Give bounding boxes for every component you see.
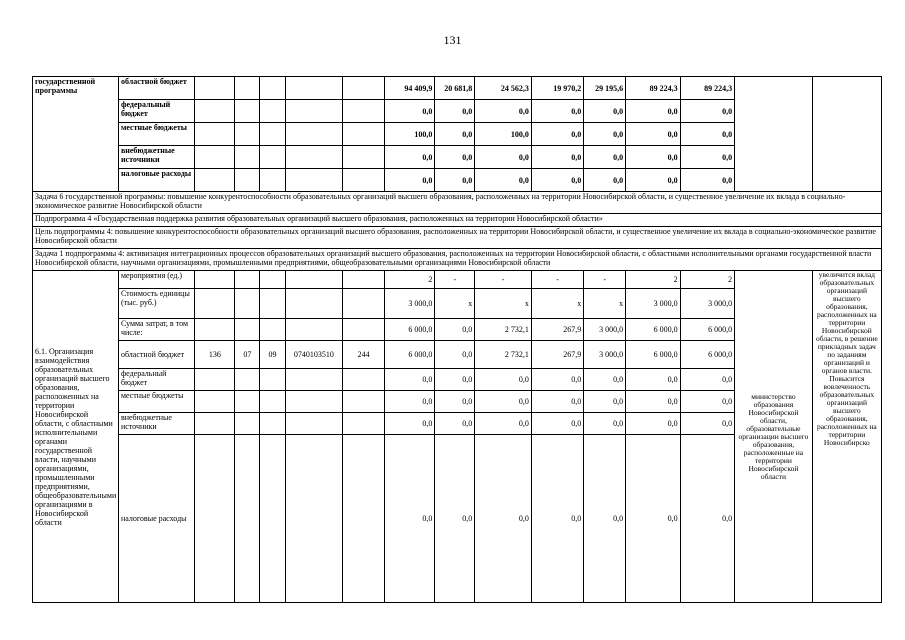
table-row: Сумма затрат, в том числе: 6 000,0 0,0 2 732,1 267,9 3 000,0 6 000,0 6 000,0	[33, 319, 882, 341]
rz-cell: 07	[235, 341, 260, 369]
table-row: федеральный бюджет 0,0 0,0 0,0 0,0 0,0 0,0 0,0	[33, 369, 882, 391]
subprogram-row	[33, 214, 882, 227]
page-number: 131	[443, 33, 462, 47]
subprogram-text: Подпрограмма 4 «Государственная поддержка развития образовательных организаций высшего образования, расположенных на территории Новосибирской области»	[33, 214, 882, 227]
program-table	[32, 76, 882, 603]
table-row: внебюджетные источники 0,0 0,0 0,0 0,0 0,0 0,0 0,0	[33, 413, 882, 435]
table-row: налоговые расходы 0,0 0,0 0,0 0,0 0,0 0,0 0,0	[33, 435, 882, 603]
table-row: государственной программы областной бюджет 94 409,9 20 681,8 24 562,3 19 970,2 29 195,6 89 224,3 89 224,3	[33, 77, 882, 100]
table-row: местные бюджеты 100,0 0,0 100,0 0,0 0,0 0,0 0,0	[33, 123, 882, 146]
program-name-cell: государственной программы	[33, 77, 119, 192]
table-row: областной бюджет 136 07 09 0740103510 244 6 000,0 0,0 2 732,1 267,9 3 000,0 6 000,0 6 000,0	[33, 341, 882, 369]
table-row: федеральный бюджет 0,0 0,0 0,0 0,0 0,0 0,0 0,0	[33, 100, 882, 123]
csr-cell: 0740103510	[285, 341, 343, 369]
table-row: 6.1. Организация взаимодействия образовательных организаций высшего образования, расположенных на территории Новосибирской области, с областными исполнительными органами государственной власти, научными организациями, промышленными предприятиями, общеобразовательными организациями в Новосибирской области мероприятия (ед.) 2 - - - - 2 2 министерство образования Новосибирской области, образовательные организации высшего образования, расположенные на территории Новосибирской области увеличится вклад образовательных организаций высшего образования, расположенных на территории Новосибирской области, в решение прикладных задач по заданиям организаций и органов власти. Повысится вовлеченность образовательных организаций высшего образования, расположенных на территории Новосибирско	[33, 271, 882, 289]
measure-name: 6.1. Организация взаимодействия образовательных организаций высшего образования, расположенных на территории Новосибирской области, с областными исполнительными органами государственной власти, научными организациями, промышленными предприятиями, общеобразовательными организациями в Новосибирской области	[33, 271, 119, 603]
vr-cell: 244	[343, 341, 385, 369]
table-row: налоговые расходы 0,0 0,0 0,0 0,0 0,0 0,0 0,0	[33, 169, 882, 192]
task6-row	[33, 192, 882, 214]
grbs-cell: 136	[195, 341, 235, 369]
executor-cell: министерство образования Новосибирской области, образовательные организации высшего образования, расположенные на территории Новосибирской области	[735, 271, 813, 603]
task1-row	[33, 249, 882, 271]
table-row: внебюджетные источники 0,0 0,0 0,0 0,0 0,0 0,0 0,0	[33, 146, 882, 169]
table-row: местные бюджеты 0,0 0,0 0,0 0,0 0,0 0,0 0,0	[33, 391, 882, 413]
pr-cell: 09	[260, 341, 285, 369]
goal-text: Цель подпрограммы 4: повышение конкурентоспособности образовательных организаций высшего образования, расположенных на территории Новосибирской области, и существенное увеличение их вклада в социально-экономическое развитие Новосибирской области	[33, 227, 882, 249]
task6-text: Задача 6 государственной программы: повышение конкурентоспособности образовательных организаций высшего образования, расположенных на территории Новосибирской области, и существенное увеличение их вклада в социально-экономическое развитие Новосибирской области	[33, 192, 882, 214]
goal-row	[33, 227, 882, 249]
result-cell: увеличится вклад образовательных организаций высшего образования, расположенных на территории Новосибирской области, в решение прикладных задач по заданиям организаций и органов власти. Повысится вовлеченность образовательных организаций высшего образования, расположенных на территории Новосибирско	[812, 271, 881, 603]
task1-text: Задача 1 подпрограммы 4: активизация интеграционных процессов образовательных организаций высшего образования, расположенных на территории Новосибирской области, с областными исполнительными органами государственной власти Новосибирской области, научными организациями, промышленными предприятиями, общеобразовательными организациями Новосибирской области	[33, 249, 882, 271]
table-row: Стоимость единицы (тыс. руб.) 3 000,0 x x x x 3 000,0 3 000,0	[33, 289, 882, 319]
